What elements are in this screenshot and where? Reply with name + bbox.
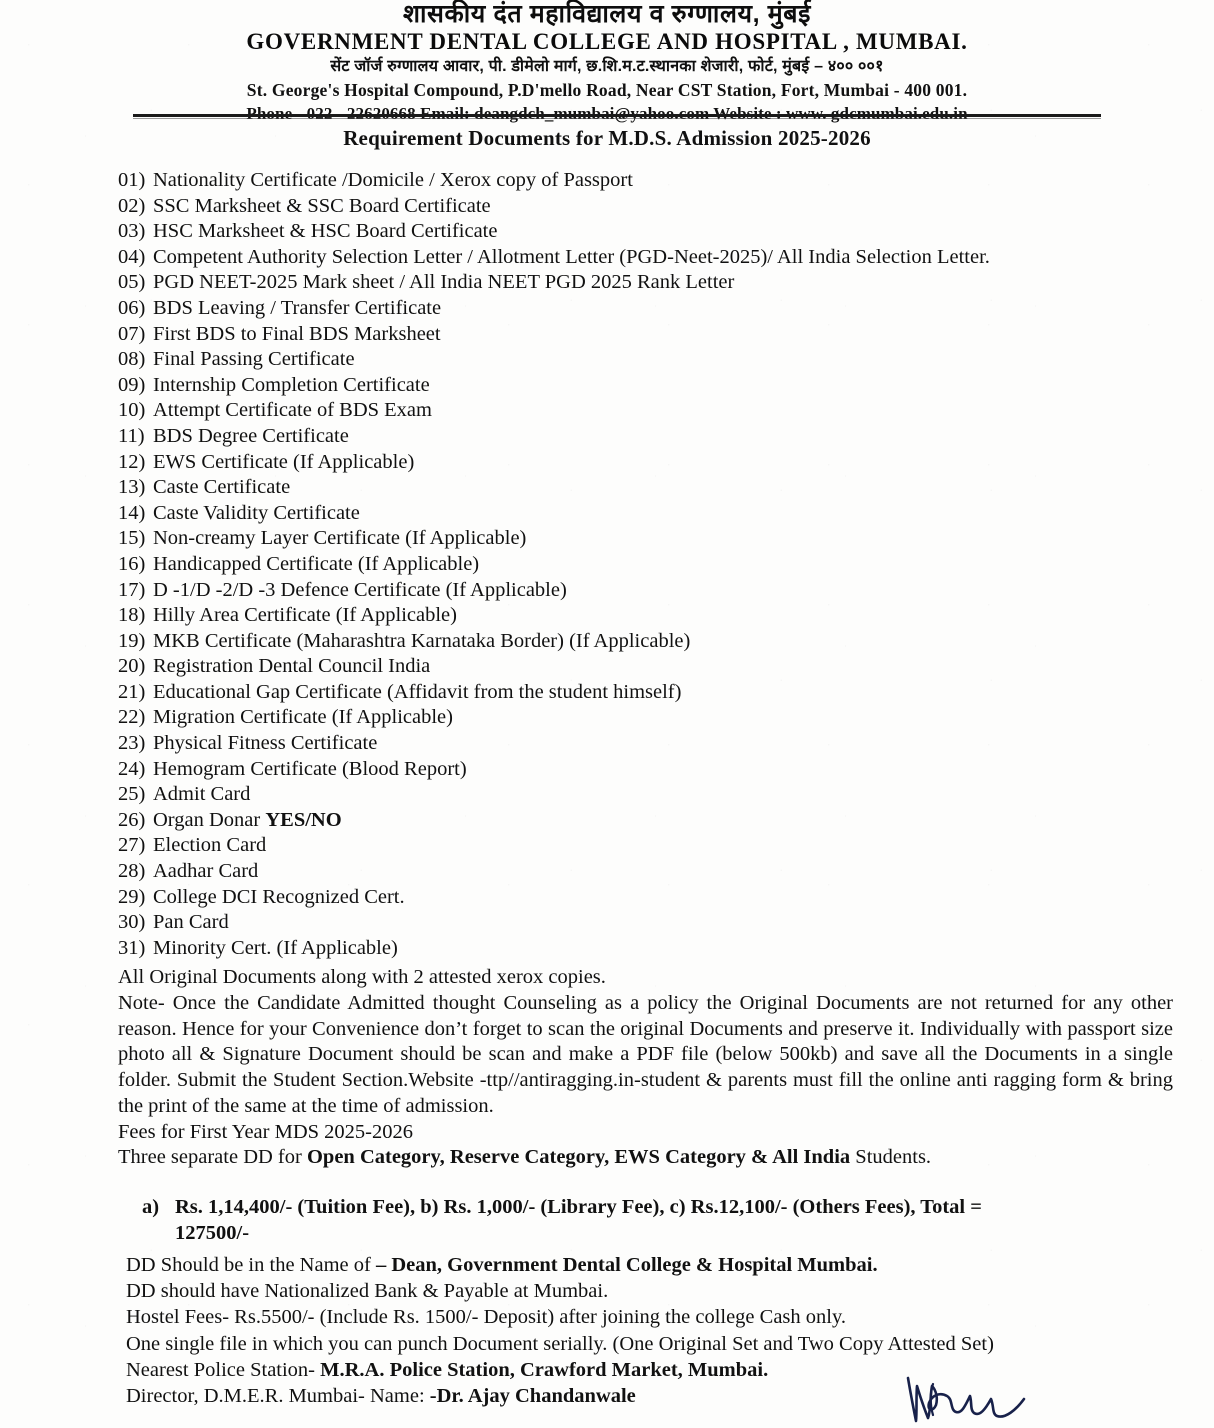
dd-name-line: [126, 1252, 1181, 1278]
list-item-number: 19): [118, 629, 146, 652]
list-item-number: 20): [118, 655, 146, 678]
list-item-label: Final Passing Certificate: [153, 348, 355, 371]
list-item: [118, 194, 1178, 220]
list-item-number: 22): [118, 706, 146, 729]
handwritten-signature: [900, 1372, 1050, 1428]
list-item-label: Minority Cert. (If Applicable): [153, 936, 398, 959]
list-item-number: 11): [118, 424, 145, 447]
list-item: [118, 450, 1178, 476]
list-item: [118, 731, 1178, 757]
list-item: [118, 757, 1178, 783]
list-item-label: Organ Donar: [153, 808, 266, 831]
list-item-number: 14): [118, 501, 146, 524]
list-item-number: 04): [118, 245, 146, 268]
list-item-number: 16): [118, 552, 146, 575]
hostel-fees-line: Hostel Fees- Rs.5500/- (Include Rs. 1500/- Deposit) after joining the college Cash only.: [126, 1306, 847, 1329]
list-item-number: 24): [118, 757, 146, 780]
list-item-label: College DCI Recognized Cert.: [153, 885, 405, 908]
list-item-number: 01): [118, 169, 146, 191]
list-item-number: 06): [118, 296, 146, 319]
list-item-label: Caste Certificate: [153, 476, 291, 499]
list-item-label: Physical Fitness Certificate: [153, 732, 378, 755]
college-address-marathi: सेंट जॉर्ज रुग्णालय आवार, पी. डीमेलो मार्ग, छ.शि.म.ट.स्थानका शेजारी, फोर्ट, मुंबई – ४०० ००१: [330, 58, 884, 75]
list-item-label: Hemogram Certificate (Blood Report): [153, 757, 467, 780]
list-item: [118, 578, 1178, 604]
list-item-label: SSC Marksheet & SSC Board Certificate: [153, 194, 491, 217]
list-item: [118, 347, 1178, 373]
list-item-label: Handicapped Certificate (If Applicable): [153, 552, 480, 575]
list-item: [118, 475, 1178, 501]
list-item-number: 28): [118, 860, 146, 883]
list-item-number: 03): [118, 220, 146, 243]
list-item-number: 02): [118, 194, 146, 217]
dd-name-lead: DD Should be in the Name of: [126, 1254, 376, 1276]
college-name-marathi: शासकीय दंत महाविद्यालय व रुग्णालय, मुंबई: [402, 0, 812, 28]
list-item: [118, 501, 1178, 527]
list-item: [118, 705, 1178, 731]
police-station-bold: M.R.A. Police Station, Crawford Market, Mumbai.: [320, 1358, 769, 1381]
fee-item-label: a): [142, 1196, 160, 1218]
list-item: [118, 910, 1178, 936]
list-item-label: Migration Certificate (If Applicable): [153, 706, 453, 729]
list-item: [118, 270, 1178, 296]
list-item-number: 29): [118, 885, 146, 908]
list-item-label: Competent Authority Selection Letter / Allotment Letter (PGD-Neet-2025)/ All India Selection Letter.: [153, 245, 990, 268]
list-item: [118, 373, 1178, 399]
list-item: [118, 629, 1178, 655]
list-item: [118, 936, 1178, 962]
list-item-number: 09): [118, 373, 146, 396]
list-item-label: Registration Dental Council India: [153, 655, 431, 678]
dd-name-bold: – Dean, Government Dental College & Hospital Mumbai.: [375, 1254, 878, 1276]
page-title: Requirement Documents for M.D.S. Admission 2025-2026: [343, 126, 871, 150]
list-item-number: 25): [118, 783, 146, 806]
list-item-label: Nationality Certificate /Domicile / Xerox copy of Passport: [153, 169, 633, 191]
fee-breakdown-item: [142, 1194, 1142, 1246]
single-file-line: One single file in which you can punch Document serially. (One Original Set and Two Copy Attested Set): [126, 1332, 994, 1355]
dd-bank-line: DD should have Nationalized Bank & Payable at Mumbai.: [126, 1280, 609, 1303]
fee-item-total: 127500/-: [175, 1222, 250, 1244]
list-item: [118, 885, 1178, 911]
list-item: [118, 322, 1178, 348]
dd-categories-line: [118, 1144, 1173, 1170]
list-item-number: 17): [118, 578, 146, 601]
list-item-label: Hilly Area Certificate (If Applicable): [153, 604, 457, 627]
list-item-number: 26): [118, 808, 146, 831]
list-item-label: BDS Leaving / Transfer Certificate: [153, 296, 442, 319]
list-item-number: 30): [118, 911, 146, 934]
list-item-number: 23): [118, 732, 146, 755]
list-item: [118, 603, 1178, 629]
original-documents-note: All Original Documents along with 2 attested xerox copies.: [118, 966, 606, 988]
list-item-number: 05): [118, 271, 146, 294]
list-item-number: 13): [118, 476, 146, 499]
list-item: [118, 833, 1178, 859]
list-item: [118, 526, 1178, 552]
requirement-documents-list: [118, 168, 1178, 961]
list-item: [118, 424, 1178, 450]
list-item-label: EWS Certificate (If Applicable): [153, 450, 415, 473]
director-lead: Director, D.M.E.R. Mumbai- Name:: [126, 1385, 430, 1408]
director-name-bold: -Dr. Ajay Chandanwale: [429, 1385, 636, 1408]
list-item: [118, 398, 1178, 424]
organ-donar-yesno: YES/NO: [265, 808, 342, 831]
list-item-label: First BDS to Final BDS Marksheet: [153, 322, 441, 345]
police-station-lead: Nearest Police Station-: [126, 1358, 321, 1381]
letterhead-divider: [133, 114, 1101, 117]
list-item-label: Aadhar Card: [153, 860, 259, 883]
list-item-label: Admit Card: [153, 783, 251, 806]
list-item: [118, 782, 1178, 808]
letterhead-divider-secondary: [133, 118, 1101, 119]
list-item-label: Attempt Certificate of BDS Exam: [153, 399, 432, 422]
list-item-label: PGD NEET-2025 Mark sheet / All India NEET PGD 2025 Rank Letter: [153, 271, 735, 294]
dd-categories-lead: Three separate DD for: [118, 1146, 307, 1168]
college-address-english: St. George's Hospital Compound, P.D'mello Road, Near CST Station, Fort, Mumbai - 400 001.: [246, 80, 968, 100]
dd-categories-bold: Open Category, Reserve Category, EWS Category & All India: [306, 1146, 851, 1168]
notes-block: [118, 965, 1173, 1146]
list-item-label: D -1/D -2/D -3 Defence Certificate (If Applicable): [153, 578, 567, 601]
list-item-number: 15): [118, 527, 146, 550]
list-item-number: 31): [118, 936, 146, 959]
list-item-number: 27): [118, 834, 146, 857]
list-item: [118, 245, 1178, 271]
fees-first-year-heading: Fees for First Year MDS 2025-2026: [118, 1120, 413, 1143]
list-item: [118, 680, 1178, 706]
list-item-number: 10): [118, 399, 146, 422]
list-item-label: Internship Completion Certificate: [153, 373, 430, 396]
list-item: [118, 219, 1178, 245]
list-item: [118, 859, 1178, 885]
policy-note-paragraph: Note- Once the Candidate Admitted thought Counseling as a policy the Original Documents are not returned for any other reason. Hence for your Convenience don’t forget to scan the original Documents and preserve it. Individually with passport size photo all & Signature Document should be scan and make a PDF file (below 500kb) and save all the Documents in a single folder. Submit the Student Section.Website -ttp//antiragging.in-student & parents must fill the online anti ragging form & bring the print of the same at the time of admission.: [118, 991, 1173, 1117]
list-item-label: Pan Card: [153, 911, 229, 934]
list-item-label: MKB Certificate (Maharashtra Karnataka Border) (If Applicable): [153, 629, 691, 652]
list-item-number: 08): [118, 348, 146, 371]
dd-categories-tail: Students.: [850, 1146, 932, 1168]
list-item: [118, 552, 1178, 578]
list-item-number: 07): [118, 322, 146, 345]
fee-item-line1: Rs. 1,14,400/- (Tuition Fee), b) Rs. 1,000/- (Library Fee), c) Rs.12,100/- (Others Fees), Total =: [175, 1196, 982, 1218]
list-item-label: Election Card: [153, 834, 267, 857]
list-item-label: Non-creamy Layer Certificate (If Applicable): [153, 527, 527, 550]
college-name-english: GOVERNMENT DENTAL COLLEGE AND HOSPITAL , MUMBAI.: [246, 29, 968, 54]
list-item-label: HSC Marksheet & HSC Board Certificate: [153, 220, 498, 243]
list-item-organ-donar: [118, 808, 1178, 834]
list-item-number: 18): [118, 604, 146, 627]
list-item-label: Caste Validity Certificate: [153, 501, 360, 524]
letterhead: [0, 0, 1214, 124]
list-item: [118, 296, 1178, 322]
list-item-label: Educational Gap Certificate (Affidavit from the student himself): [153, 680, 682, 703]
list-item-label: BDS Degree Certificate: [153, 424, 349, 447]
list-item: [118, 168, 1178, 194]
list-item: [118, 654, 1178, 680]
list-item-number: 21): [118, 680, 146, 703]
signature-icon: [900, 1372, 1050, 1428]
list-item-number: 12): [118, 450, 146, 473]
